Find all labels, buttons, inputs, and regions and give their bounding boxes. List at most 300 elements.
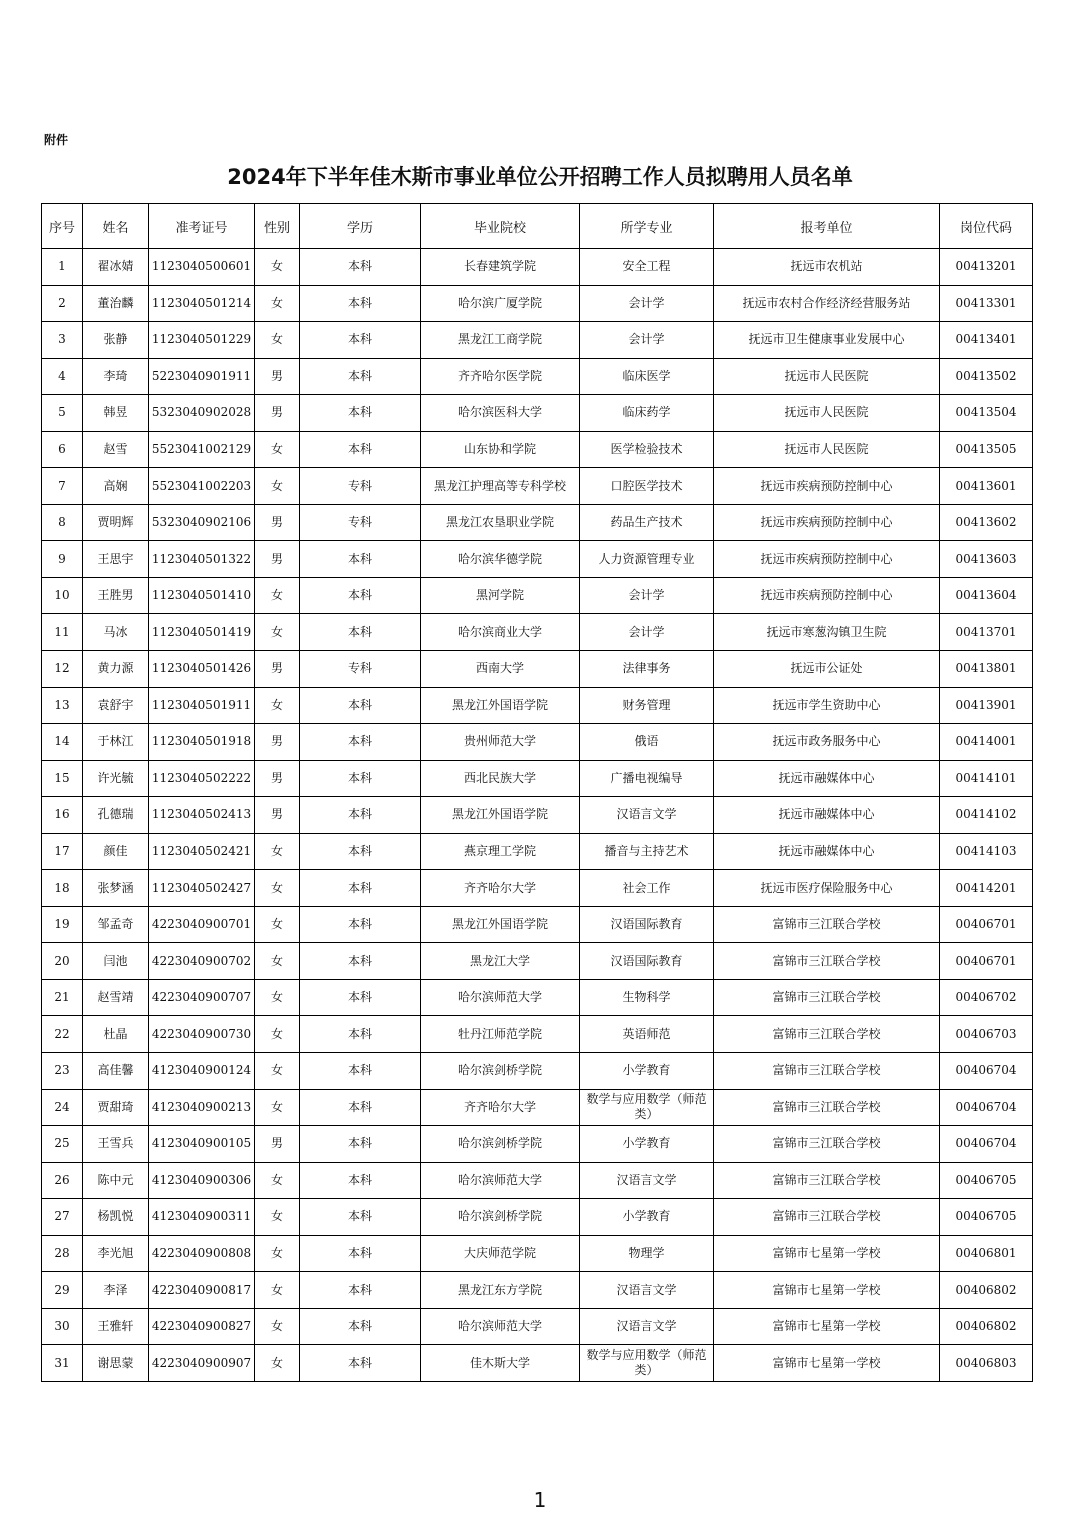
table-row: [42, 1016, 1033, 1053]
cell-major: 数学与应用数学（师范类）: [580, 1345, 714, 1382]
cell-gender: 女: [255, 870, 300, 907]
document-title: 2024年下半年佳木斯市事业单位公开招聘工作人员拟聘用人员名单: [227, 165, 853, 189]
cell-education: 本科: [300, 431, 421, 468]
cell-unit: 富锦市三江联合学校: [714, 1199, 940, 1236]
cell-index: 31: [42, 1345, 83, 1382]
cell-exam-id: 4223040900702: [149, 943, 255, 980]
cell-major: 安全工程: [580, 249, 714, 286]
cell-exam-id: 1123040501911: [149, 687, 255, 724]
cell-index: 22: [42, 1016, 83, 1053]
cell-name: 张梦涵: [83, 870, 149, 907]
cell-school: 哈尔滨医科大学: [421, 395, 580, 432]
cell-school: 山东协和学院: [421, 431, 580, 468]
cell-index: 11: [42, 614, 83, 651]
cell-major: 播音与主持艺术: [580, 833, 714, 870]
table-row: [42, 979, 1033, 1016]
cell-unit: 抚远市疾病预防控制中心: [714, 541, 940, 578]
cell-education: 本科: [300, 979, 421, 1016]
hiring-roster-table: [41, 203, 1033, 1382]
cell-exam-id: 4223040900907: [149, 1345, 255, 1382]
cell-gender: 女: [255, 833, 300, 870]
table-row: [42, 285, 1033, 322]
cell-position-code: 00413504: [940, 395, 1033, 432]
cell-school: 黑龙江外国语学院: [421, 687, 580, 724]
cell-exam-id: 1123040502413: [149, 797, 255, 834]
cell-exam-id: 1123040502421: [149, 833, 255, 870]
cell-major: 人力资源管理专业: [580, 541, 714, 578]
cell-unit: 富锦市三江联合学校: [714, 1016, 940, 1053]
cell-gender: 女: [255, 1089, 300, 1126]
cell-education: 本科: [300, 577, 421, 614]
table-row: [42, 358, 1033, 395]
cell-exam-id: 1123040501214: [149, 285, 255, 322]
table-row: [42, 724, 1033, 761]
cell-unit: 抚远市疾病预防控制中心: [714, 504, 940, 541]
cell-unit: 抚远市卫生健康事业发展中心: [714, 322, 940, 359]
header-unit: 报考单位: [714, 204, 940, 249]
cell-education: 本科: [300, 724, 421, 761]
cell-position-code: 00406703: [940, 1016, 1033, 1053]
cell-education: 本科: [300, 1126, 421, 1163]
cell-position-code: 00414001: [940, 724, 1033, 761]
cell-major: 汉语言文学: [580, 1162, 714, 1199]
cell-index: 23: [42, 1053, 83, 1090]
cell-unit: 抚远市政务服务中心: [714, 724, 940, 761]
table-row: [42, 943, 1033, 980]
cell-unit: 抚远市寒葱沟镇卫生院: [714, 614, 940, 651]
cell-gender: 女: [255, 249, 300, 286]
cell-gender: 女: [255, 1016, 300, 1053]
cell-unit: 富锦市三江联合学校: [714, 906, 940, 943]
cell-unit: 抚远市农机站: [714, 249, 940, 286]
cell-gender: 女: [255, 906, 300, 943]
cell-gender: 女: [255, 1272, 300, 1309]
cell-major: 会计学: [580, 577, 714, 614]
cell-exam-id: 1123040501322: [149, 541, 255, 578]
cell-position-code: 00406701: [940, 943, 1033, 980]
cell-exam-id: 5323040902028: [149, 395, 255, 432]
cell-education: 本科: [300, 797, 421, 834]
cell-name: 许光毓: [83, 760, 149, 797]
cell-position-code: 00406704: [940, 1089, 1033, 1126]
cell-name: 赵雪靖: [83, 979, 149, 1016]
cell-position-code: 00413801: [940, 651, 1033, 688]
cell-exam-id: 4223040900701: [149, 906, 255, 943]
table-row: [42, 249, 1033, 286]
cell-gender: 女: [255, 1235, 300, 1272]
cell-exam-id: 1123040501229: [149, 322, 255, 359]
cell-education: 本科: [300, 614, 421, 651]
cell-name: 张静: [83, 322, 149, 359]
cell-exam-id: 1123040501419: [149, 614, 255, 651]
cell-gender: 女: [255, 577, 300, 614]
cell-major: 小学教育: [580, 1053, 714, 1090]
cell-major: 会计学: [580, 322, 714, 359]
cell-unit: 抚远市疾病预防控制中心: [714, 577, 940, 614]
cell-education: 专科: [300, 651, 421, 688]
cell-education: 本科: [300, 358, 421, 395]
cell-name: 高娴: [83, 468, 149, 505]
table-row: [42, 504, 1033, 541]
cell-major: 临床药学: [580, 395, 714, 432]
cell-school: 黑龙江东方学院: [421, 1272, 580, 1309]
cell-major: 临床医学: [580, 358, 714, 395]
cell-position-code: 00406704: [940, 1126, 1033, 1163]
cell-major: 汉语言文学: [580, 1308, 714, 1345]
table-body: [42, 249, 1033, 1382]
table-row: [42, 833, 1033, 870]
cell-position-code: 00413502: [940, 358, 1033, 395]
cell-school: 哈尔滨华德学院: [421, 541, 580, 578]
cell-unit: 富锦市三江联合学校: [714, 1126, 940, 1163]
cell-education: 本科: [300, 1162, 421, 1199]
header-major: 所学专业: [580, 204, 714, 249]
cell-position-code: 00406801: [940, 1235, 1033, 1272]
cell-index: 1: [42, 249, 83, 286]
cell-name: 王思宇: [83, 541, 149, 578]
cell-exam-id: 5523041002129: [149, 431, 255, 468]
cell-gender: 女: [255, 1199, 300, 1236]
cell-education: 专科: [300, 504, 421, 541]
cell-school: 黑河学院: [421, 577, 580, 614]
cell-exam-id: 1123040501426: [149, 651, 255, 688]
header-education: 学历: [300, 204, 421, 249]
table-row: [42, 687, 1033, 724]
cell-index: 25: [42, 1126, 83, 1163]
cell-name: 颜佳: [83, 833, 149, 870]
table-row: [42, 541, 1033, 578]
cell-name: 杨凯悦: [83, 1199, 149, 1236]
table-row: [42, 431, 1033, 468]
cell-school: 哈尔滨师范大学: [421, 1162, 580, 1199]
cell-name: 王雪兵: [83, 1126, 149, 1163]
cell-education: 本科: [300, 687, 421, 724]
cell-name: 陈中元: [83, 1162, 149, 1199]
cell-education: 本科: [300, 1016, 421, 1053]
cell-name: 邹孟奇: [83, 906, 149, 943]
cell-unit: 抚远市医疗保险服务中心: [714, 870, 940, 907]
header-gender: 性别: [255, 204, 300, 249]
cell-school: 哈尔滨剑桥学院: [421, 1053, 580, 1090]
cell-unit: 富锦市三江联合学校: [714, 943, 940, 980]
cell-index: 28: [42, 1235, 83, 1272]
cell-unit: 富锦市三江联合学校: [714, 979, 940, 1016]
cell-position-code: 00413603: [940, 541, 1033, 578]
cell-position-code: 00413901: [940, 687, 1033, 724]
cell-education: 本科: [300, 943, 421, 980]
cell-education: 本科: [300, 541, 421, 578]
table-header-row: [42, 204, 1033, 249]
cell-school: 齐齐哈尔大学: [421, 1089, 580, 1126]
cell-gender: 女: [255, 687, 300, 724]
table-row: [42, 395, 1033, 432]
cell-position-code: 00413201: [940, 249, 1033, 286]
cell-school: 齐齐哈尔医学院: [421, 358, 580, 395]
cell-position-code: 00406701: [940, 906, 1033, 943]
cell-major: 会计学: [580, 614, 714, 651]
table-row: [42, 1272, 1033, 1309]
table-row: [42, 1235, 1033, 1272]
cell-index: 9: [42, 541, 83, 578]
cell-school: 哈尔滨剑桥学院: [421, 1199, 580, 1236]
cell-education: 本科: [300, 1345, 421, 1382]
cell-gender: 男: [255, 651, 300, 688]
cell-name: 韩昱: [83, 395, 149, 432]
table-row: [42, 1308, 1033, 1345]
cell-name: 孔德瑞: [83, 797, 149, 834]
cell-index: 18: [42, 870, 83, 907]
cell-exam-id: 1123040500601: [149, 249, 255, 286]
cell-index: 30: [42, 1308, 83, 1345]
cell-unit: 抚远市公证处: [714, 651, 940, 688]
cell-position-code: 00413701: [940, 614, 1033, 651]
cell-school: 西北民族大学: [421, 760, 580, 797]
header-exam-id: 准考证号: [149, 204, 255, 249]
cell-exam-id: 5523041002203: [149, 468, 255, 505]
cell-school: 西南大学: [421, 651, 580, 688]
cell-name: 翟冰婧: [83, 249, 149, 286]
cell-index: 7: [42, 468, 83, 505]
cell-position-code: 00406702: [940, 979, 1033, 1016]
cell-name: 李琦: [83, 358, 149, 395]
cell-school: 牡丹江师范学院: [421, 1016, 580, 1053]
cell-major: 汉语言文学: [580, 1272, 714, 1309]
cell-name: 贾甜琦: [83, 1089, 149, 1126]
cell-index: 20: [42, 943, 83, 980]
cell-school: 哈尔滨剑桥学院: [421, 1126, 580, 1163]
cell-unit: 抚远市疾病预防控制中心: [714, 468, 940, 505]
cell-school: 黑龙江外国语学院: [421, 797, 580, 834]
cell-major: 英语师范: [580, 1016, 714, 1053]
cell-index: 17: [42, 833, 83, 870]
table-row: [42, 1199, 1033, 1236]
cell-name: 赵雪: [83, 431, 149, 468]
cell-gender: 男: [255, 797, 300, 834]
cell-major: 药品生产技术: [580, 504, 714, 541]
cell-index: 10: [42, 577, 83, 614]
cell-index: 26: [42, 1162, 83, 1199]
cell-position-code: 00413505: [940, 431, 1033, 468]
cell-exam-id: 1123040501918: [149, 724, 255, 761]
cell-unit: 抚远市农村合作经济经营服务站: [714, 285, 940, 322]
cell-unit: 富锦市七星第一学校: [714, 1308, 940, 1345]
header-name: 姓名: [83, 204, 149, 249]
cell-index: 5: [42, 395, 83, 432]
cell-major: 物理学: [580, 1235, 714, 1272]
cell-position-code: 00406802: [940, 1272, 1033, 1309]
cell-education: 本科: [300, 760, 421, 797]
cell-gender: 女: [255, 614, 300, 651]
cell-gender: 男: [255, 395, 300, 432]
cell-index: 3: [42, 322, 83, 359]
cell-index: 29: [42, 1272, 83, 1309]
cell-major: 小学教育: [580, 1126, 714, 1163]
cell-school: 黑龙江大学: [421, 943, 580, 980]
cell-school: 哈尔滨师范大学: [421, 1308, 580, 1345]
cell-position-code: 00406803: [940, 1345, 1033, 1382]
cell-index: 21: [42, 979, 83, 1016]
cell-unit: 富锦市三江联合学校: [714, 1089, 940, 1126]
cell-name: 谢思蒙: [83, 1345, 149, 1382]
attachment-label: 附件: [44, 133, 69, 147]
cell-school: 黑龙江护理高等专科学校: [421, 468, 580, 505]
cell-name: 董治麟: [83, 285, 149, 322]
cell-major: 生物科学: [580, 979, 714, 1016]
cell-major: 财务管理: [580, 687, 714, 724]
table-row: [42, 322, 1033, 359]
table-row: [42, 797, 1033, 834]
cell-major: 小学教育: [580, 1199, 714, 1236]
cell-gender: 男: [255, 724, 300, 761]
cell-gender: 女: [255, 322, 300, 359]
cell-position-code: 00406705: [940, 1162, 1033, 1199]
cell-gender: 女: [255, 285, 300, 322]
cell-education: 本科: [300, 833, 421, 870]
cell-name: 李光旭: [83, 1235, 149, 1272]
cell-school: 佳木斯大学: [421, 1345, 580, 1382]
cell-name: 杜晶: [83, 1016, 149, 1053]
cell-exam-id: 4223040900808: [149, 1235, 255, 1272]
cell-gender: 女: [255, 979, 300, 1016]
cell-index: 14: [42, 724, 83, 761]
cell-school: 贵州师范大学: [421, 724, 580, 761]
table-row: [42, 870, 1033, 907]
header-index: 序号: [42, 204, 83, 249]
cell-position-code: 00413301: [940, 285, 1033, 322]
cell-position-code: 00414101: [940, 760, 1033, 797]
cell-index: 6: [42, 431, 83, 468]
cell-major: 数学与应用数学（师范类）: [580, 1089, 714, 1126]
table-row: [42, 1089, 1033, 1126]
cell-school: 黑龙江农垦职业学院: [421, 504, 580, 541]
cell-gender: 男: [255, 358, 300, 395]
cell-exam-id: 5223040901911: [149, 358, 255, 395]
cell-exam-id: 4123040900311: [149, 1199, 255, 1236]
cell-major: 汉语国际教育: [580, 943, 714, 980]
table-row: [42, 1345, 1033, 1382]
cell-major: 俄语: [580, 724, 714, 761]
cell-education: 本科: [300, 906, 421, 943]
cell-name: 王胜男: [83, 577, 149, 614]
cell-index: 8: [42, 504, 83, 541]
cell-name: 马冰: [83, 614, 149, 651]
cell-major: 会计学: [580, 285, 714, 322]
cell-school: 哈尔滨师范大学: [421, 979, 580, 1016]
cell-unit: 富锦市七星第一学校: [714, 1235, 940, 1272]
cell-gender: 女: [255, 1308, 300, 1345]
cell-unit: 抚远市融媒体中心: [714, 833, 940, 870]
cell-education: 本科: [300, 1308, 421, 1345]
cell-education: 本科: [300, 1053, 421, 1090]
cell-index: 13: [42, 687, 83, 724]
cell-major: 汉语言文学: [580, 797, 714, 834]
cell-gender: 女: [255, 943, 300, 980]
cell-index: 19: [42, 906, 83, 943]
header-position-code: 岗位代码: [940, 204, 1033, 249]
cell-school: 黑龙江工商学院: [421, 322, 580, 359]
cell-name: 高佳馨: [83, 1053, 149, 1090]
table-row: [42, 906, 1033, 943]
cell-exam-id: 1123040502222: [149, 760, 255, 797]
cell-exam-id: 4123040900306: [149, 1162, 255, 1199]
cell-school: 大庆师范学院: [421, 1235, 580, 1272]
cell-position-code: 00414201: [940, 870, 1033, 907]
cell-name: 贾明辉: [83, 504, 149, 541]
cell-education: 本科: [300, 1089, 421, 1126]
cell-exam-id: 4223040900817: [149, 1272, 255, 1309]
cell-index: 16: [42, 797, 83, 834]
cell-unit: 富锦市三江联合学校: [714, 1162, 940, 1199]
cell-unit: 抚远市人民医院: [714, 395, 940, 432]
cell-exam-id: 1123040502427: [149, 870, 255, 907]
table-row: [42, 577, 1033, 614]
cell-gender: 女: [255, 1053, 300, 1090]
cell-unit: 抚远市融媒体中心: [714, 797, 940, 834]
cell-position-code: 00406802: [940, 1308, 1033, 1345]
cell-gender: 男: [255, 504, 300, 541]
cell-exam-id: 4223040900827: [149, 1308, 255, 1345]
table-row: [42, 651, 1033, 688]
cell-position-code: 00413401: [940, 322, 1033, 359]
cell-unit: 抚远市学生资助中心: [714, 687, 940, 724]
cell-major: 法律事务: [580, 651, 714, 688]
page-number: 1: [533, 1488, 547, 1512]
cell-index: 24: [42, 1089, 83, 1126]
cell-unit: 抚远市人民医院: [714, 431, 940, 468]
table-row: [42, 468, 1033, 505]
cell-index: 15: [42, 760, 83, 797]
cell-major: 广播电视编导: [580, 760, 714, 797]
cell-position-code: 00414102: [940, 797, 1033, 834]
cell-school: 燕京理工学院: [421, 833, 580, 870]
cell-name: 于林江: [83, 724, 149, 761]
cell-name: 闫池: [83, 943, 149, 980]
cell-exam-id: 5323040902106: [149, 504, 255, 541]
cell-school: 黑龙江外国语学院: [421, 906, 580, 943]
cell-unit: 富锦市七星第一学校: [714, 1272, 940, 1309]
cell-major: 社会工作: [580, 870, 714, 907]
cell-exam-id: 4123040900213: [149, 1089, 255, 1126]
cell-index: 27: [42, 1199, 83, 1236]
cell-school: 哈尔滨广厦学院: [421, 285, 580, 322]
cell-unit: 抚远市人民医院: [714, 358, 940, 395]
cell-unit: 富锦市三江联合学校: [714, 1053, 940, 1090]
cell-major: 汉语国际教育: [580, 906, 714, 943]
cell-name: 黄力源: [83, 651, 149, 688]
cell-major: 口腔医学技术: [580, 468, 714, 505]
cell-position-code: 00406705: [940, 1199, 1033, 1236]
cell-position-code: 00406704: [940, 1053, 1033, 1090]
cell-education: 本科: [300, 1199, 421, 1236]
cell-exam-id: 4123040900124: [149, 1053, 255, 1090]
cell-exam-id: 4223040900707: [149, 979, 255, 1016]
table-row: [42, 760, 1033, 797]
cell-education: 本科: [300, 870, 421, 907]
cell-education: 本科: [300, 395, 421, 432]
header-school: 毕业院校: [421, 204, 580, 249]
cell-gender: 男: [255, 541, 300, 578]
cell-gender: 女: [255, 1162, 300, 1199]
cell-index: 4: [42, 358, 83, 395]
cell-position-code: 00413601: [940, 468, 1033, 505]
cell-major: 医学检验技术: [580, 431, 714, 468]
cell-exam-id: 1123040501410: [149, 577, 255, 614]
cell-position-code: 00413602: [940, 504, 1033, 541]
cell-school: 长春建筑学院: [421, 249, 580, 286]
cell-name: 袁舒宇: [83, 687, 149, 724]
cell-name: 王雅轩: [83, 1308, 149, 1345]
table-row: [42, 1162, 1033, 1199]
